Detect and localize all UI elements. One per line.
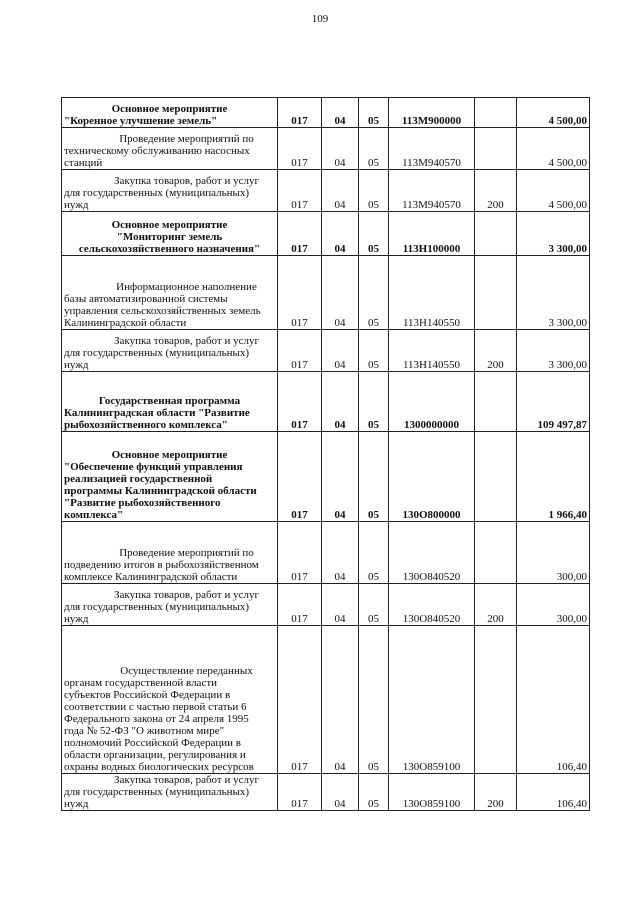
- table-row: [62, 170, 590, 212]
- table-row: [62, 584, 590, 626]
- row-name-line: Осуществление переданных: [120, 665, 253, 677]
- row-name-line: Закупка товаров, работ и услуг: [114, 589, 259, 601]
- expense-type-code: [475, 128, 517, 170]
- row-name: [62, 774, 278, 811]
- budget-table: [61, 97, 590, 811]
- row-name-line: Калининградская области "Развитие: [64, 407, 250, 419]
- ministry-code: 017: [278, 432, 322, 522]
- row-name-line: Основное мероприятие: [111, 103, 228, 115]
- amount: 1 966,40: [517, 432, 590, 522]
- amount: 4 500,00: [517, 170, 590, 212]
- row-name-line: Федерального закона от 24 апреля 1995: [64, 713, 249, 725]
- target-article-code: 113M940570: [389, 170, 475, 212]
- table-row: [62, 522, 590, 584]
- expense-type-code: 200: [475, 170, 517, 212]
- ministry-code: 017: [278, 626, 322, 774]
- ministry-code: 017: [278, 170, 322, 212]
- target-article-code: 113M900000: [389, 98, 475, 128]
- amount: 3 300,00: [517, 256, 590, 330]
- section-code: 04: [322, 774, 359, 811]
- row-name-line: реализацией государственной: [64, 473, 213, 485]
- row-name-line: для государственных (муниципальных): [64, 347, 250, 359]
- subsection-code: 05: [359, 584, 389, 626]
- row-name-line: нужд: [64, 613, 89, 625]
- row-name-line: полномочий Российской Федерации в: [64, 737, 241, 749]
- table-row: [62, 626, 590, 774]
- ministry-code: 017: [278, 774, 322, 811]
- subsection-code: 05: [359, 626, 389, 774]
- ministry-code: 017: [278, 98, 322, 128]
- expense-type-code: [475, 626, 517, 774]
- row-name: [62, 256, 278, 330]
- ministry-code: 017: [278, 128, 322, 170]
- row-name: [62, 212, 278, 256]
- amount: 300,00: [517, 584, 590, 626]
- table-row: [62, 256, 590, 330]
- row-name-line: соответствии с частью первой статьи 6: [64, 701, 247, 713]
- target-article-code: 1300000000: [389, 372, 475, 432]
- target-article-code: 130O840520: [389, 522, 475, 584]
- row-name-line: охраны водных биологических ресурсов: [64, 761, 254, 773]
- expense-type-code: [475, 98, 517, 128]
- row-name-line: субъектов Российской Федерации в: [64, 689, 231, 701]
- expense-type-code: 200: [475, 584, 517, 626]
- row-name-line: нужд: [64, 199, 89, 211]
- row-name-line: нужд: [64, 359, 89, 371]
- row-name-line: Основное мероприятие: [111, 449, 228, 461]
- section-code: 04: [322, 584, 359, 626]
- row-name: [62, 98, 278, 128]
- table-row: [62, 372, 590, 432]
- row-name: [62, 170, 278, 212]
- expense-type-code: 200: [475, 330, 517, 372]
- page-number: 109: [311, 13, 329, 25]
- amount: 106,40: [517, 626, 590, 774]
- target-article-code: 113H140550: [389, 256, 475, 330]
- target-article-code: 113H100000: [389, 212, 475, 256]
- subsection-code: 05: [359, 774, 389, 811]
- table-row: [62, 774, 590, 811]
- row-name: [62, 626, 278, 774]
- ministry-code: 017: [278, 372, 322, 432]
- row-name-line: Закупка товаров, работ и услуг: [114, 774, 259, 786]
- section-code: 04: [322, 170, 359, 212]
- section-code: 04: [322, 212, 359, 256]
- row-name-line: Калининградской области: [64, 317, 187, 329]
- row-name-line: Основное мероприятие: [111, 219, 228, 231]
- amount: 109 497,87: [517, 372, 590, 432]
- section-code: 04: [322, 372, 359, 432]
- row-name-line: Закупка товаров, работ и услуг: [114, 335, 259, 347]
- amount: 300,00: [517, 522, 590, 584]
- row-name-line: Проведение мероприятий по: [119, 547, 254, 559]
- section-code: 04: [322, 98, 359, 128]
- row-name-line: для государственных (муниципальных): [64, 187, 250, 199]
- section-code: 04: [322, 256, 359, 330]
- row-name-line: "Развитие рыбохозяйственного: [64, 497, 221, 509]
- row-name: [62, 330, 278, 372]
- row-name-line: рыбохозяйственного комплекса": [64, 419, 228, 431]
- subsection-code: 05: [359, 522, 389, 584]
- amount: 3 300,00: [517, 330, 590, 372]
- target-article-code: 113M940570: [389, 128, 475, 170]
- amount: 106,40: [517, 774, 590, 811]
- expense-type-code: [475, 256, 517, 330]
- amount: 4 500,00: [517, 98, 590, 128]
- row-name-line: базы автоматизированной системы: [64, 293, 228, 305]
- row-name-line: года № 52-ФЗ "О животном мире": [64, 725, 225, 737]
- row-name-line: "Мониторинг земель: [116, 231, 223, 243]
- expense-type-code: [475, 522, 517, 584]
- target-article-code: 130O840520: [389, 584, 475, 626]
- row-name-line: "Обеспечение функций управления: [64, 461, 243, 473]
- subsection-code: 05: [359, 432, 389, 522]
- section-code: 04: [322, 626, 359, 774]
- expense-type-code: [475, 432, 517, 522]
- table-row: [62, 330, 590, 372]
- row-name-line: техническому обслуживанию насосных: [64, 145, 250, 157]
- subsection-code: 05: [359, 372, 389, 432]
- row-name: [62, 128, 278, 170]
- row-name-line: сельскохозяйственного назначения": [78, 243, 261, 255]
- subsection-code: 05: [359, 330, 389, 372]
- table-row: [62, 212, 590, 256]
- amount: 4 500,00: [517, 128, 590, 170]
- expense-type-code: 200: [475, 774, 517, 811]
- ministry-code: 017: [278, 330, 322, 372]
- subsection-code: 05: [359, 212, 389, 256]
- subsection-code: 05: [359, 98, 389, 128]
- row-name-line: для государственных (муниципальных): [64, 786, 250, 798]
- target-article-code: 113H140550: [389, 330, 475, 372]
- section-code: 04: [322, 432, 359, 522]
- section-code: 04: [322, 522, 359, 584]
- row-name-line: органам государственной власти: [64, 677, 218, 689]
- section-code: 04: [322, 128, 359, 170]
- table-row: [62, 98, 590, 128]
- row-name: [62, 432, 278, 522]
- row-name-line: комплексе Калининградской области: [64, 571, 238, 583]
- row-name: [62, 584, 278, 626]
- target-article-code: 130O859100: [389, 774, 475, 811]
- row-name: [62, 372, 278, 432]
- row-name-line: Проведение мероприятий по: [119, 133, 254, 145]
- amount: 3 300,00: [517, 212, 590, 256]
- ministry-code: 017: [278, 584, 322, 626]
- target-article-code: 130O800000: [389, 432, 475, 522]
- row-name-line: программы Калининградской области: [64, 485, 257, 497]
- ministry-code: 017: [278, 212, 322, 256]
- row-name-line: "Коренное улучшение земель": [64, 115, 218, 127]
- row-name-line: станций: [64, 157, 103, 169]
- row-name: [62, 522, 278, 584]
- row-name-line: для государственных (муниципальных): [64, 601, 250, 613]
- table-row: [62, 432, 590, 522]
- table-row: [62, 128, 590, 170]
- row-name-line: управления сельскохозяйственных земель: [64, 305, 261, 317]
- section-code: 04: [322, 330, 359, 372]
- row-name-line: комплекса": [64, 509, 124, 521]
- row-name-line: подведению итогов в рыбохозяйственном: [64, 559, 259, 571]
- row-name-line: нужд: [64, 798, 89, 810]
- subsection-code: 05: [359, 256, 389, 330]
- row-name-line: Государственная программа: [98, 395, 241, 407]
- target-article-code: 130O859100: [389, 626, 475, 774]
- ministry-code: 017: [278, 256, 322, 330]
- expense-type-code: [475, 212, 517, 256]
- subsection-code: 05: [359, 170, 389, 212]
- row-name-line: Информационное наполнение: [116, 281, 257, 293]
- row-name-line: области организации, регулирования и: [64, 749, 246, 761]
- subsection-code: 05: [359, 128, 389, 170]
- row-name-line: Закупка товаров, работ и услуг: [114, 175, 259, 187]
- expense-type-code: [475, 372, 517, 432]
- ministry-code: 017: [278, 522, 322, 584]
